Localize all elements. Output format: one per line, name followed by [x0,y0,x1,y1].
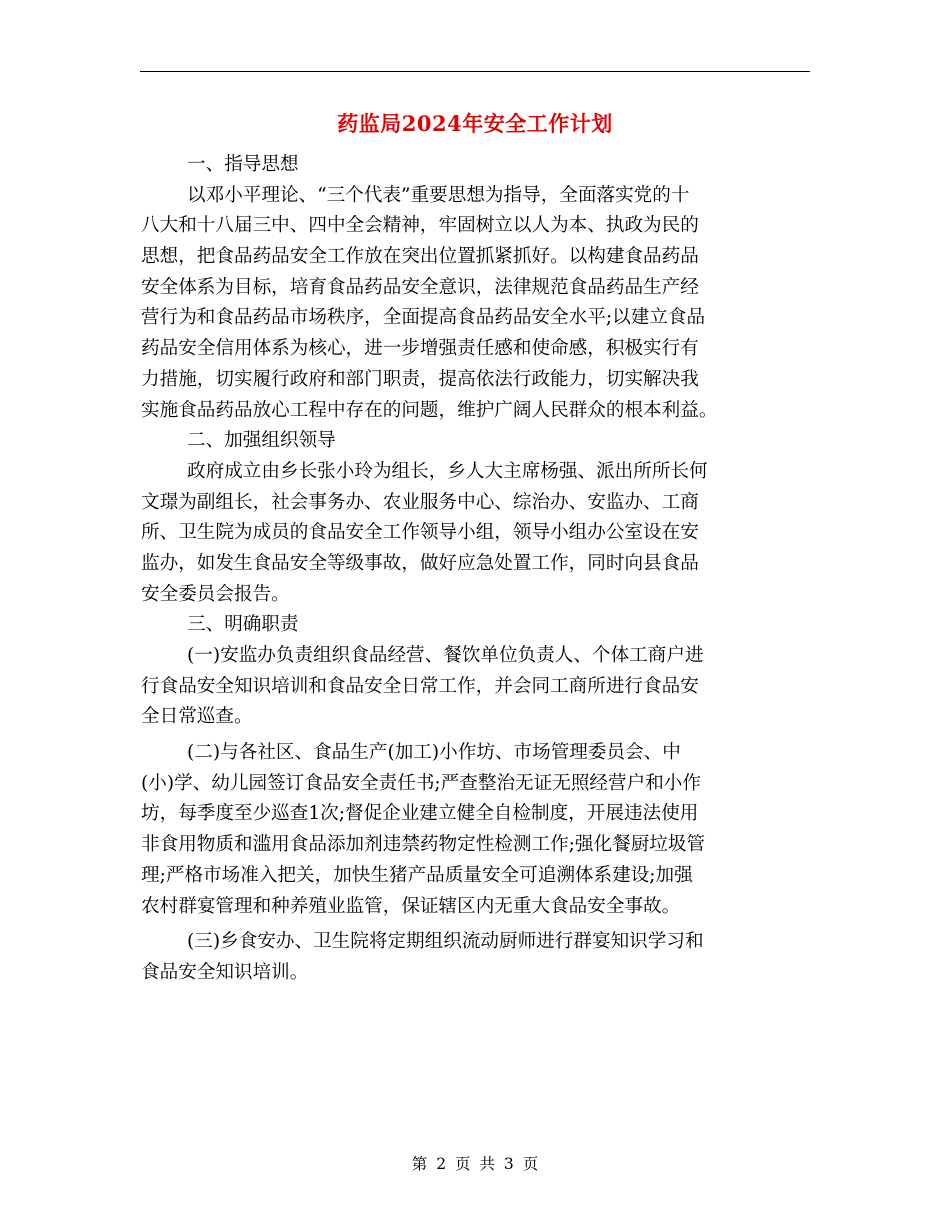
footer-page-label: 第 [411,1155,428,1173]
paragraph-line: 力措施，切实履行政府和部门职责，提高依法行政能力，切实解决我 [141,368,699,390]
footer-total-unit: 页 [522,1155,539,1173]
header-rule [140,71,810,72]
footer-total-label: 共 [479,1155,495,1173]
paragraph-line: (二)与各社区、食品生产(加工)小作坊、市场管理委员会、中 [187,742,681,764]
paragraph-line: 政府成立由乡长张小玲为组长，乡人大主席杨强、派出所所长何 [187,460,708,482]
paragraph-line: 八大和十八届三中、四中全会精神，牢固树立以人为本、执政为民的 [141,215,699,237]
document-body [141,150,811,989]
footer-page-unit: 页 [455,1155,471,1173]
section-heading: 三、明确职责 [187,614,299,636]
paragraph-line: 非食用物质和滥用食品添加剂违禁药物定性检测工作;强化餐厨垃圾管 [141,834,706,856]
page-footer [0,1152,950,1174]
paragraph-line: 安全委员会报告。 [141,583,290,605]
paragraph-line: 药品安全信用体系为核心，进一步增强责任感和使命感，积极实行有 [141,338,699,360]
paragraph-line: 文璟为副组长，社会事务办、农业服务中心、综治办、安监办、工商 [141,491,699,513]
paragraph-line: (三)乡食安办、卫生院将定期组织流动厨师进行群宴知识学习和 [187,931,704,953]
paragraph-line: 农村群宴管理和种养殖业监管，保证辖区内无重大食品安全事故。 [141,895,681,917]
paragraph-line: 监办，如发生食品安全等级事故，做好应急处置工作，同时向县食品 [141,552,699,574]
section-heading: 一、指导思想 [187,154,299,175]
footer-total-pages: 3 [503,1155,514,1173]
paragraph-line: 理;严格市场准入把关，加快生猪产品质量安全可追溯体系建设;加强 [141,864,693,886]
paragraph-line: 思想，把食品药品安全工作放在突出位置抓紧抓好。以构建食品药品 [141,246,699,268]
paragraph-line: 行食品安全知识培训和食品安全日常工作，并会同工商所进行食品安 [141,675,699,697]
document-title: 药监局2024年安全工作计划 [337,111,613,136]
paragraph-line: 所、卫生院为成员的食品安全工作领导小组，领导小组办公室设在安 [141,522,699,544]
paragraph-line: 食品安全知识培训。 [141,961,309,983]
paragraph-line: (一)安监办负责组织食品经营、餐饮单位负责人、个体工商户进 [187,645,704,666]
footer-current-page: 2 [436,1155,447,1173]
paragraph-line: 以邓小平理论、“三个代表”重要思想为指导，全面落实党的十 [187,184,690,206]
paragraph-line: 营行为和食品药品市场秩序，全面提高食品药品安全水平;以建立食品 [141,307,706,329]
section-heading: 二、加强组织领导 [187,430,336,452]
paragraph-line: (小)学、幼儿园签订食品安全责任书;严查整治无证无照经营户和小作 [141,772,701,794]
paragraph-line: 坊，每季度至少巡查1次;督促企业建立健全自检制度，开展违法使用 [141,803,699,825]
paragraph-line: 安全体系为目标，培育食品药品安全意识，法律规范食品药品生产经 [141,276,699,298]
paragraph-line: 实施食品药品放心工程中存在的问题，维护广阔人民群众的根本利益。 [141,399,718,421]
paragraph-line: 全日常巡查。 [141,706,253,728]
